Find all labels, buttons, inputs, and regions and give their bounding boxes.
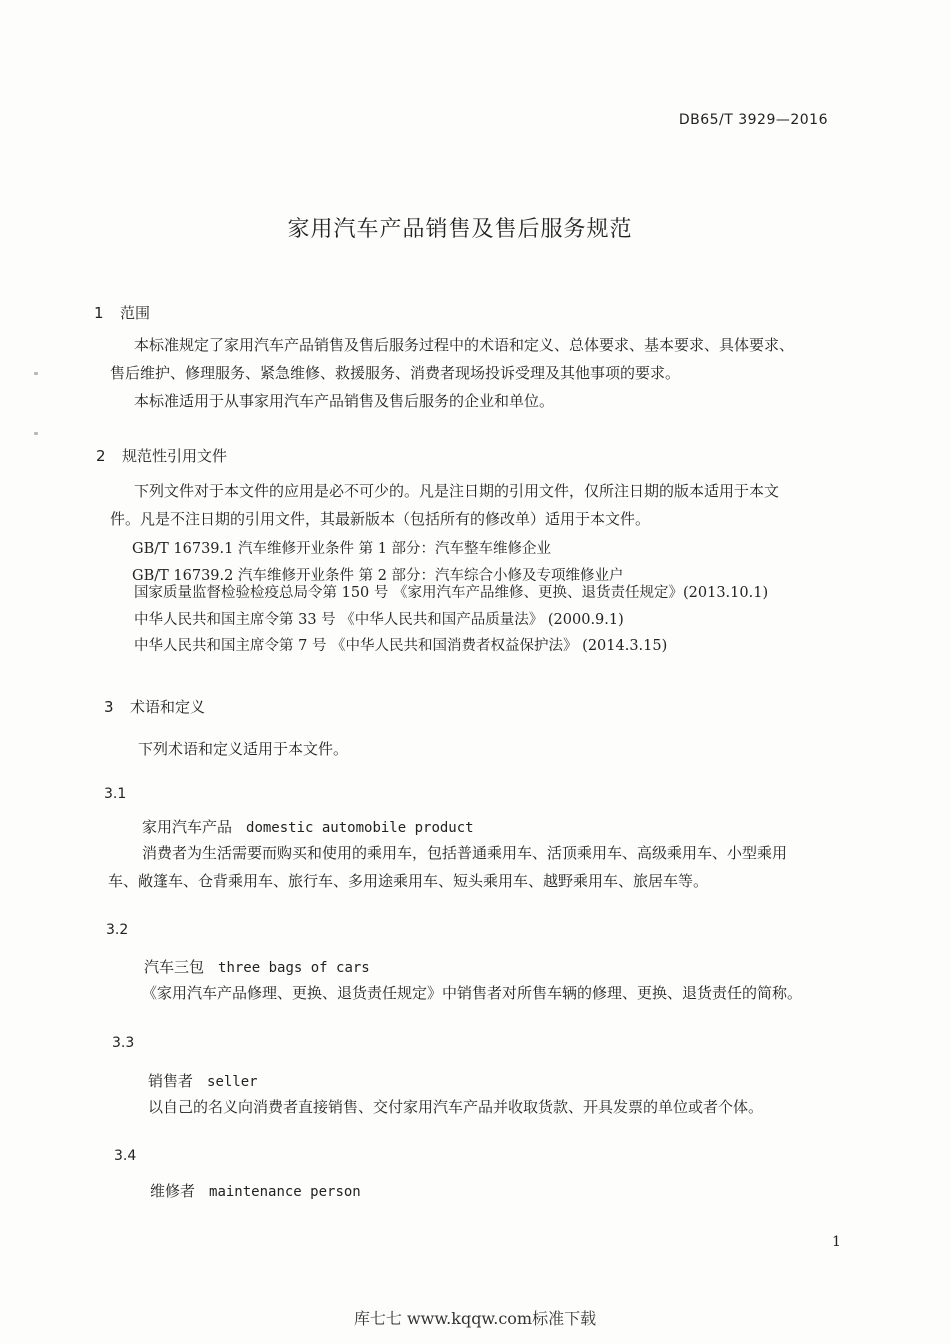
section-heading-3: [104, 696, 205, 717]
term-chinese: 维修者: [150, 1182, 196, 1200]
section-heading-2: [96, 445, 227, 466]
section-number: 2: [96, 447, 106, 465]
paragraph-line: 本标准适用于从事家用汽车产品销售及售后服务的企业和单位。: [134, 392, 555, 410]
section-title: 术语和定义: [130, 698, 206, 716]
reference-item: GB/T 16739.1 汽车维修开业条件 第 1 部分：汽车整车维修企业: [132, 541, 552, 557]
term-entry: [144, 956, 370, 977]
section-number: 1: [94, 304, 104, 322]
term-english: three bags of cars: [218, 960, 370, 976]
paragraph-line: 下列文件对于本文件的应用是必不可少的。凡是注日期的引用文件，仅所注日期的版本适用于本文: [134, 482, 780, 500]
reference-item: 国家质量监督检验检疫总局令第 150 号 《家用汽车产品维修、更换、退货责任规定》(2013.10.1): [134, 585, 769, 601]
reference-item: 中华人民共和国主席令第 33 号 《中华人民共和国产品质量法》 (2000.9.1): [134, 612, 624, 628]
scan-mark: [34, 432, 38, 435]
term-english: maintenance person: [209, 1184, 361, 1200]
definition-line: 以自己的名义向消费者直接销售、交付家用汽车产品并收取货款、开具发票的单位或者个体。: [148, 1098, 764, 1116]
paragraph-line: 售后维护、修理服务、紧急维修、救援服务、消费者现场投诉受理及其他事项的要求。: [110, 364, 681, 382]
definition-line: 《家用汽车产品修理、更换、退货责任规定》中销售者对所售车辆的修理、更换、退货责任的简称。: [142, 984, 803, 1002]
term-entry: [142, 816, 474, 837]
term-number: 3.4: [114, 1148, 137, 1164]
term-number: 3.3: [112, 1035, 135, 1051]
definition-line: 消费者为生活需要而购买和使用的乘用车，包括普通乘用车、活顶乘用车、高级乘用车、小型乘用: [142, 844, 788, 862]
term-english: domestic automobile product: [246, 820, 474, 836]
page-number: 1: [832, 1234, 841, 1250]
paragraph-line: 本标准规定了家用汽车产品销售及售后服务过程中的术语和定义、总体要求、基本要求、具体要求、: [134, 336, 795, 354]
paragraph-line: 下列术语和定义适用于本文件。: [138, 740, 349, 758]
document-title: 家用汽车产品销售及售后服务规范: [287, 217, 633, 242]
reference-item: 中华人民共和国主席令第 7 号 《中华人民共和国消费者权益保护法》 (2014.3.15): [134, 638, 668, 654]
watermark: 库七七 www.kqqw.com标准下载: [353, 1309, 597, 1328]
term-chinese: 汽车三包: [144, 958, 205, 976]
section-title: 范围: [120, 304, 151, 322]
definition-line: 车、敞篷车、仓背乘用车、旅行车、多用途乘用车、短头乘用车、越野乘用车、旅居车等。: [108, 872, 709, 890]
term-chinese: 销售者: [148, 1072, 194, 1090]
term-number: 3.1: [104, 786, 127, 802]
scan-mark: [34, 372, 38, 375]
term-chinese: 家用汽车产品: [142, 818, 233, 836]
section-number: 3: [104, 698, 114, 716]
reference-item: GB/T 16739.2 汽车维修开业条件 第 2 部分：汽车综合小修及专项维修业户: [132, 568, 624, 584]
section-title: 规范性引用文件: [122, 447, 228, 465]
section-heading-1: [94, 302, 150, 323]
term-entry: [148, 1070, 258, 1091]
paragraph-line: 件。凡是不注日期的引用文件，其最新版本（包括所有的修改单）适用于本文件。: [110, 510, 651, 528]
term-number: 3.2: [106, 922, 129, 938]
term-english: seller: [207, 1074, 258, 1090]
term-entry: [150, 1180, 361, 1201]
document-code: DB65/T 3929—2016: [678, 112, 828, 128]
